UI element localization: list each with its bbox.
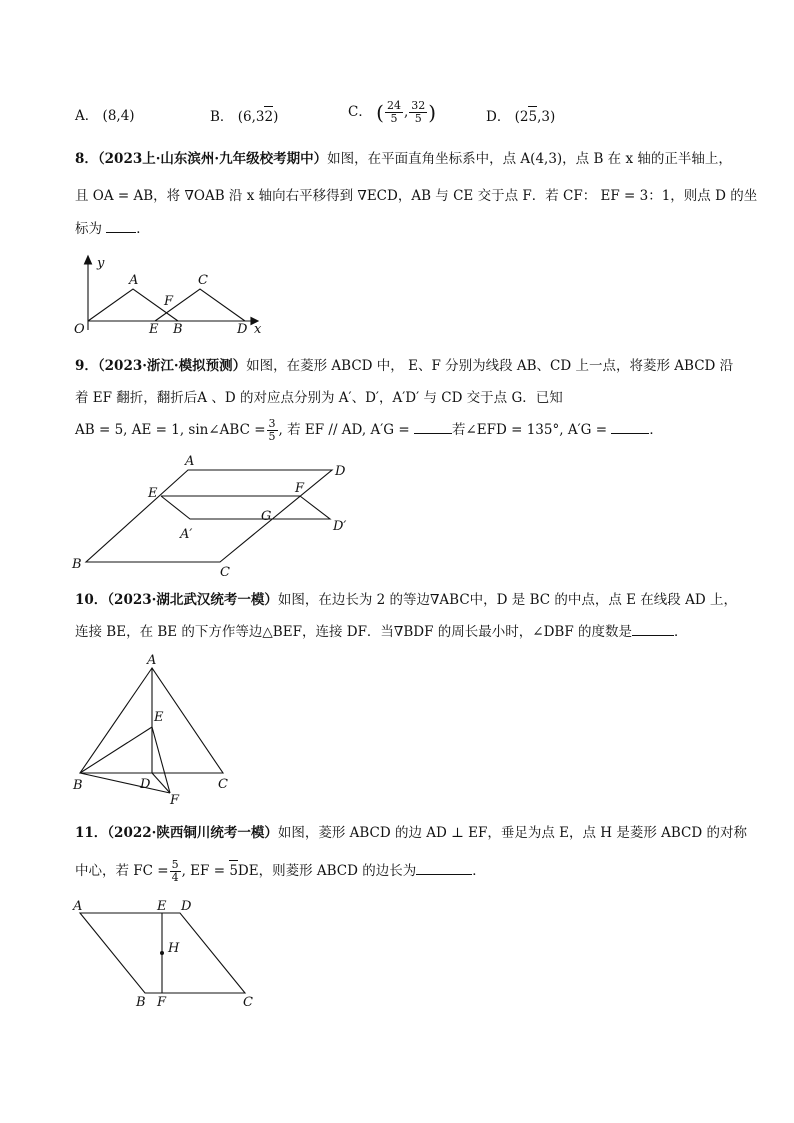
q8-number: 8．	[75, 151, 98, 167]
q8-label-y: y	[97, 256, 105, 271]
q8-text3-end: ．	[136, 221, 150, 237]
q9-text3a: AB = 5, AE = 1, sin∠ABC =	[75, 422, 266, 438]
q10-label-d: D	[140, 777, 151, 792]
q8-line2: 且 OA = AB，将 ∇OAB 沿 x 轴向右平移得到 ∇ECD，AB 与 CE 交于点 F．若 CF： EF = 3：1，则点 D 的坐	[75, 188, 758, 204]
q9-label-d-prime: D′	[333, 519, 347, 534]
q9-label-e: E	[148, 486, 158, 501]
q9-sin-frac: $\frac{3}{5}$	[268, 417, 276, 443]
q11-label-c: C	[243, 995, 253, 1010]
q9-text1: 如图，在菱形 ABCD 中， E、F 分别为线段 AB、CD 上一点，将菱形 ABCD 沿	[246, 358, 734, 374]
option-d-sqrt: 5	[528, 106, 537, 127]
q9-text3c: 若∠EFD = 135°, A′G =	[451, 422, 608, 438]
option-a-label: A．	[75, 108, 99, 124]
q8-label-e: E	[149, 322, 159, 337]
q11-text2c: DE，则菱形 ABCD 的边长为	[237, 863, 417, 879]
option-b-label: B．	[210, 109, 234, 125]
option-d-label: D．	[486, 109, 511, 125]
q9-text3b: , 若 EF // AD, A′G =	[278, 422, 410, 438]
option-a-value: (8,4)	[102, 108, 135, 124]
q11-label-e: E	[157, 899, 167, 914]
q9-label-c: C	[220, 565, 230, 580]
option-b-sqrt: 2	[264, 106, 273, 127]
q10-text2: 连接 BE，在 BE 的下方作等边△BEF，连接 DF．当∇BDF 的周长最小时，∠DBF 的度数是	[75, 624, 632, 640]
q8-label-o: O	[74, 322, 85, 337]
q11-label-b: B	[136, 995, 146, 1010]
q11-source: （2022·陕西铜川统考一模）	[107, 825, 278, 841]
q10-source: （2023·湖北武汉统考一模）	[107, 592, 278, 608]
option-b-post: )	[273, 109, 279, 125]
q11-label-d: D	[181, 899, 192, 914]
q9-label-d: D	[335, 464, 346, 479]
q8-text1: 如图，在平面直角坐标系中，点 A(4,3)，点 B 在 x 轴的正半轴上，	[327, 151, 732, 167]
q9-label-b: B	[72, 557, 82, 572]
q8-label-f: F	[164, 294, 174, 309]
q11-point-h	[160, 951, 164, 955]
q10-text2-end: ．	[673, 624, 688, 640]
q10-label-f: F	[170, 793, 180, 808]
q9-line2: 着 EF 翻折，翻折后A 、D 的对应点分别为 A′、D′，A′D′ 与 CD 交于点 G．已知	[75, 390, 563, 406]
q10-number: 10．	[75, 592, 108, 608]
option-c-label: C．	[348, 104, 372, 120]
q8-label-d: D	[237, 322, 248, 337]
q9-label-a-prime: A′	[180, 527, 193, 542]
option-d-pre: (2	[514, 109, 529, 125]
q11-number: 11．	[75, 825, 108, 841]
q11-text1: 如图，菱形 ABCD 的边 AD ⊥ EF，垂足为点 E，点 H 是菱形 ABCD 的对称	[277, 825, 748, 841]
option-c: C． ( $\frac{24}{5}$ , $\frac{32}{5}$ )	[348, 99, 437, 125]
q10-label-b: B	[73, 778, 83, 793]
q10-text1: 如图，在边长为 2 的等边∇ABC中，D 是 BC 的中点，点 E 在线段 AD 上，	[277, 592, 737, 608]
q11-fc-frac: $\frac{5}{4}$	[171, 858, 179, 884]
q11-text2b: , EF =	[181, 863, 226, 879]
q11-label-a: A	[73, 899, 83, 914]
q10-label-a: A	[147, 653, 157, 668]
q8-source: （2023上·山东滨州·九年级校考期中）	[97, 151, 328, 167]
q9-label-f: F	[295, 481, 305, 496]
q10-label-e: E	[154, 710, 164, 725]
option-c-frac2: $\frac{32}{5}$	[411, 99, 426, 125]
q10-label-c: C	[218, 777, 228, 792]
q8-label-a: A	[129, 273, 139, 288]
q11-label-f: F	[157, 995, 167, 1010]
q9-source: （2023·浙江·模拟预测）	[97, 358, 247, 374]
q9-label-a: A	[185, 454, 195, 469]
q11-sqrt: 5	[229, 860, 238, 881]
q9-label-g: G	[261, 509, 272, 524]
q9-number: 9．	[75, 358, 98, 374]
q9-text3d: ．	[649, 422, 663, 438]
q8-text3: 标为	[75, 221, 102, 237]
q11-label-h: H	[168, 941, 180, 956]
q8-label-c: C	[198, 273, 208, 288]
q8-label-b: B	[173, 322, 183, 337]
q11-text2a: 中心，若 FC =	[75, 863, 169, 879]
option-c-frac1: $\frac{24}{5}$	[386, 99, 401, 125]
option-b-pre: (6,3	[237, 109, 265, 125]
q11-text2d: ．	[472, 863, 486, 879]
q8-label-x: x	[254, 322, 262, 337]
option-d-post: ,3)	[537, 109, 556, 125]
